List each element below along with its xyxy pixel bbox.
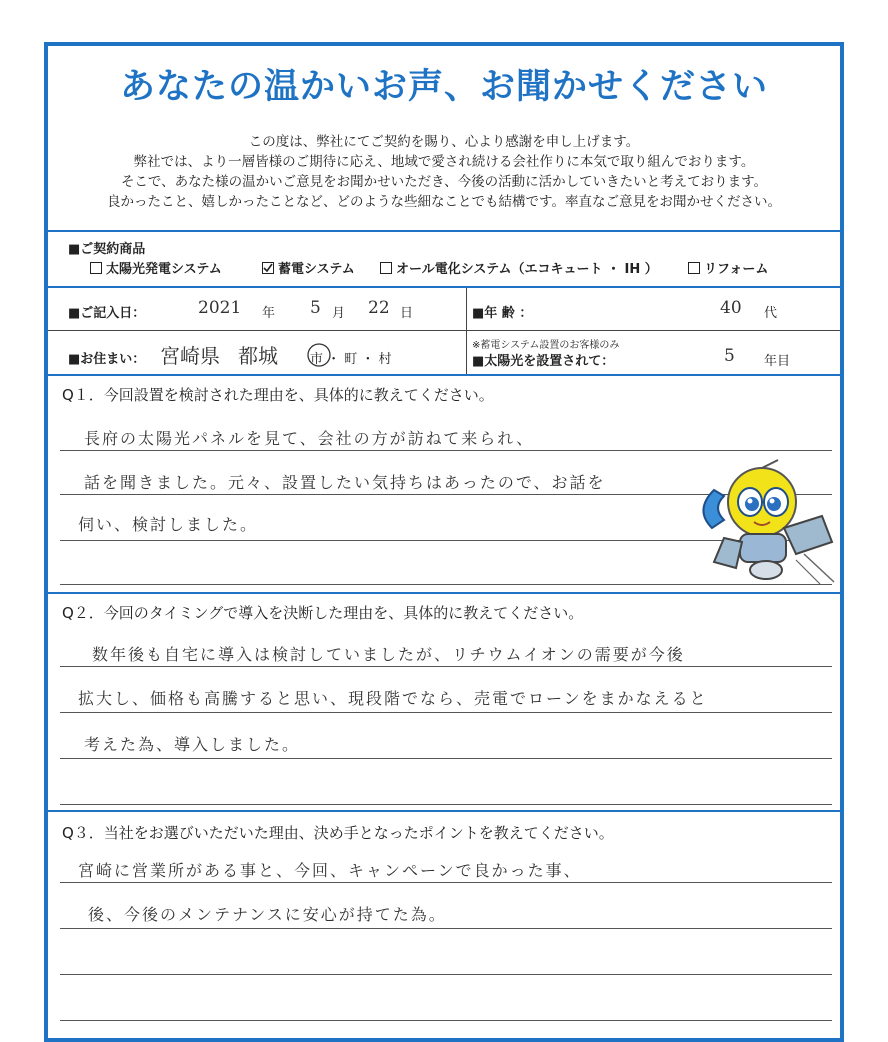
address-label: ■お住まい： — [68, 352, 146, 367]
ruled-line — [60, 1020, 832, 1021]
divider — [48, 374, 840, 376]
checkbox-icon — [688, 262, 700, 274]
q3-answer-line: 後、今後のメンテナンスに安心が持てた為。 — [88, 905, 447, 924]
divider — [48, 592, 840, 594]
q2-question: Q２．今回のタイミングで導入を決断した理由を、具体的に教えてください。 — [62, 604, 584, 622]
q2-answer-line: 考えた為、導入しました。 — [84, 735, 301, 754]
years-unit: 年目 — [764, 354, 791, 369]
intro-line: そこで、あなた様の温かいご意見をお聞かせいただき、今後の活動に活かしていきたいと考えております。 — [120, 174, 768, 190]
ruled-line — [60, 758, 832, 759]
solar-years: 5 — [724, 346, 735, 366]
day-unit: 日 — [400, 306, 414, 321]
solar-label: ■太陽光を設置されて： — [472, 354, 615, 369]
survey-form — [44, 42, 844, 1042]
ruled-line — [60, 928, 832, 929]
ruled-line — [60, 804, 832, 805]
age-value: 40 — [720, 298, 742, 318]
mascot-illustration — [684, 450, 840, 586]
q1-answer-line: 伺い、検討しました。 — [78, 515, 259, 534]
intro-line: この度は、弊社にてご契約を賜り、心より感謝を申し上げます。 — [248, 134, 640, 150]
divider — [48, 286, 840, 288]
age-label: ■年 齢 ： — [472, 306, 533, 321]
intro-line: 良かったこと、嬉しかったことなど、どのような些細なことでも結構です。率直なご意見をお聞かせください。 — [107, 194, 781, 210]
q2-answer-line: 数年後も自宅に導入は検討していましたが、リチウムイオンの需要が今後 — [92, 645, 685, 664]
option-storage: 蓄電システム — [262, 258, 355, 277]
city-types: 市 ・ 町 ・ 村 — [310, 352, 392, 367]
vertical-divider — [466, 288, 467, 374]
ruled-line — [60, 974, 832, 975]
ruled-line — [60, 712, 832, 713]
option-all-electric: オール電化システム（エコキュート ・ IH ） — [380, 258, 658, 277]
q1-answer-line: 話を聞きました。元々、設置したい気持ちはあったので、お話を — [84, 473, 606, 492]
q1-question: Q１．今回設置を検討された理由を、具体的に教えてください。 — [62, 386, 494, 404]
checked-checkbox-icon — [262, 262, 274, 274]
form-title: あなたの温かいお声、お聞かせください — [119, 67, 768, 107]
divider — [48, 330, 840, 331]
year-value: 2021 — [198, 298, 242, 318]
contract-label: ■ご契約商品 — [68, 242, 146, 257]
circle-mark-icon — [306, 340, 332, 368]
year-unit: 年 — [262, 306, 276, 321]
intro-text — [48, 132, 840, 212]
address-pref: 宮崎県 — [160, 344, 220, 368]
q2-answer-line: 拡大し、価格も高騰すると思い、現段階でなら、売電でローンをまかなえると — [78, 689, 708, 708]
checkbox-icon — [90, 262, 102, 274]
option-solar: 太陽光発電システム — [90, 258, 222, 277]
q3-question: Q３．当社をお選びいただいた理由、決め手となったポイントを教えてください。 — [62, 824, 614, 842]
divider — [48, 230, 840, 232]
intro-line: 弊社では、より一層皆様のご期待に応え、地域で愛され続ける会社作りに本気で取り組んでおります。 — [133, 154, 755, 170]
checkbox-icon — [380, 262, 392, 274]
address-city: 都城 — [238, 344, 278, 368]
age-unit: 代 — [764, 306, 778, 321]
divider — [48, 810, 840, 812]
solar-note: ※蓄電システム設置のお客様のみ — [472, 340, 620, 351]
day-value: 22 — [368, 298, 390, 318]
month-value: 5 — [310, 298, 321, 318]
option-reform: リフォーム — [688, 258, 768, 277]
ruled-line — [60, 666, 832, 667]
q1-answer-line: 長府の太陽光パネルを見て、会社の方が訪ねて来られ、 — [84, 429, 535, 448]
q3-answer-line: 宮崎に営業所がある事と、今回、キャンペーンで良かった事、 — [78, 861, 582, 880]
ruled-line — [60, 882, 832, 883]
month-unit: 月 — [332, 306, 346, 321]
date-label: ■ご記入日： — [68, 306, 146, 321]
